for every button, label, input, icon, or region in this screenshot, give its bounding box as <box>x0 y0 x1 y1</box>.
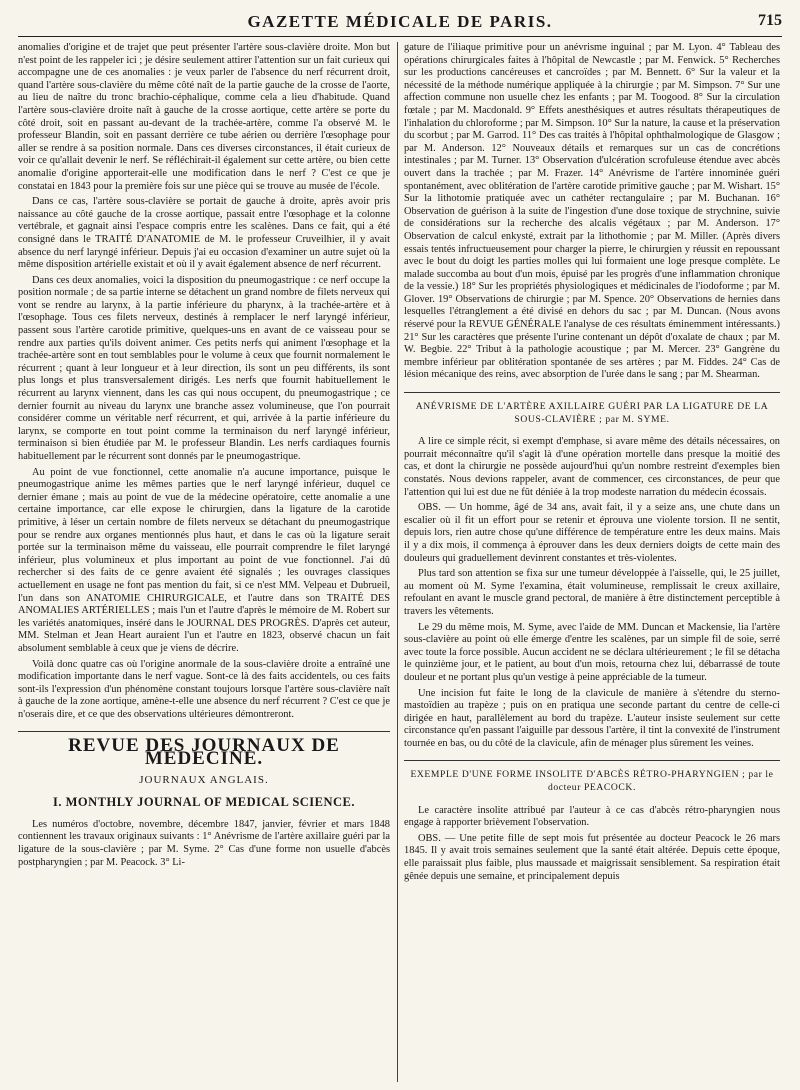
paragraph: Plus tard son attention se fixa sur une tumeur développée à l'aisselle, qui, le 25 juillet, au moment où M. Syme l'examina, était volumineuse, remplissait le creux axillaire, refoulant en avant le muscle grand pectoral, de manière à être distinctement perceptible à travers les vêtements. <box>404 568 780 617</box>
paragraph: Dans ce cas, l'artère sous-clavière se portait de gauche à droite, après avoir pris naissance au côté gauche de la crosse aortique, passait entre l'œsophage et la colonne vertébrale, et gagnait ainsi l'espace compris entre les scalènes. Dans ce fait, qui a été consigné dans le TRAITÉ D'ANATOMIE de M. le professeur Cruveilhier, il y avait absence du nerf laryngé inférieur. Depuis j'ai eu occasion d'examiner un autre sujet où la même disposition artérielle existait et où il y avait également absence de nerf récurrent. <box>18 196 390 271</box>
section-subtitle: JOURNAUX ANGLAIS. <box>139 773 269 786</box>
journal-heading: I. MONTHLY JOURNAL OF MEDICAL SCIENCE. <box>52 795 356 810</box>
paragraph: gature de l'iliaque primitive pour un anévrisme inguinal ; par M. Lyon. 4° Tableau des opérations chirurgicales faites à l'hôpital de Newcastle ; par M. Fenwick. 5° Recherches sur les productions cancéreuses et cancroïdes ; par M. Bennett. 6° Sur la valeur et la nécessité de la méthode numérique appliquée à la chirurgie ; par M. Simpson. 7° Sur une affection commune non usuelle chez les enfants ; par M. Toogood. 8° Sur la circulation fœtale ; par M. Macdonald. 9° Effets anesthésiques et autres résultats thérapeutiques de l'inhalation du chloroforme ; par M. Simpson. 10° Sur la nature, la cause et la préservation du scorbut ; par M. Garrod. 11° Des cas traités à l'hôpital ophthalmologique de Glasgow ; par M. Anderson. 12° Nouveaux détails et remarques sur un cas de concrétions intestinales ; par M. Turner. 13° Observation d'ulcération scrofuleuse étendue avec abcès ouvert dans la trachée ; par M. Frazer. 14° Anévrisme de l'artère innominée guéri spontanément, avec oblitération de l'artère carotide primitive gauche ; par M. Wishart. 15° Sur la lithotomie pratiquée avec un cathéter rectangulaire ; par M. Buchanan. 16° Observation de guérison à la suite de l'ingestion d'une dose toxique de strychnine, suivie de considérations sur la recherche des alcalis végétaux ; par M. Anderson. 17° Observation de calcul enkysté, extrait par la lithothomie ; par M. Miller. (Après divers essais tentés infructueusement pour charger la pierre, le chirurgien y réussit en repoussant avec le bout du doigt les parties molles qui lui formaient une loge presque complète. Le malade succomba au bout d'un mois, épuisé par les progrès d'une inflammation chronique de la vessie.) 18° Sur les propriétés physiologiques et médicinales de l'iodoforme ; par M. Glover. 19° Observations de chirurgie ; par M. Spence. 20° Observations de hernies dans lesquelles l'étranglement a été divisé en dehors du sac ; par M. Duncan. (Nous avons réservé pour la REVUE GÉNÉRALE l'analyse de ces résultats éminemment intéressants.) 21° Sur les caractères que présente l'urine contenant un dépôt d'oxalate de chaux ; par M. W. Begbie. 22° Tribut à la pathologie acoustique ; par M. Mercer. 23° Gangrène du membre inférieur par oblitération spontanée de ses artères ; par M. Fiddes. 24° Cas de lésion mécanique des reins, avec absorption de l'urée dans le sang ; par M. Shearman. <box>404 42 780 381</box>
journal-header-title: GAZETTE MÉDICALE DE PARIS. <box>247 12 553 31</box>
page-number: 715 <box>758 12 782 29</box>
right-column <box>404 42 780 1082</box>
paragraph: OBS. — Une petite fille de sept mois fut présentée au docteur Peacock le 26 mars 1845. Il y avait trois semaines seulement que la santé était altérée. Depuis cette époque, elle paraissait plus faible, plus maussade et maigrissait sensiblement. Sa respiration était gênée depuis une semaine, et principalement depuis <box>404 832 780 882</box>
column-divider <box>397 42 398 1082</box>
paragraph: Dans ces deux anomalies, voici la disposition du pneumogastrique : ce nerf occupe la position normale ; de sa partie interne se détachent un grand nombre de filets nerveux qui vont se rendre au larynx, à la partie inférieure du pharynx, à la trachée-artère et à l'œsophage. Tous ces filets nerveux, destinés à remplacer le nerf laryngé inférieur, passent sous l'artère carotide primitive, quelques-uns en avant de ce vaisseau pour se rendre aux parties qu'ils doivent animer. Ces petits nerfs qui animent l'œsophage et la trachée-artère sont en tout semblables pour le volume à ceux que fournit normalement le récurrent ; quant à leur longueur et à leur direction, ils sont un peu différents, ils sont plus longs et plus transversalement dirigés. Les nerfs que fournit habituellement le récurrent au larynx viennent, dans les cas qui nous occupent, du pneumogastrique ; ce dernier fournit au niveau du larynx une branche assez volumineuse, que l'on pourrait considérer comme un véritable nerf récurrent, et qui, arrivée à la partie inférieure du larynx, se comporte en tout point comme la terminaison du nerf laryngé inférieur, terminaison si bien étudiée par M. le professeur Blandin. Les nerfs cardiaques fournis habituellement par le récurrent sont donnés par le pneumogastrique. <box>18 274 390 462</box>
paragraph: Le 29 du même mois, M. Syme, avec l'aide de MM. Duncan et Mackensie, lia l'artère sous-clavière au point où elle émerge d'entre les scalènes, par un simple fil de soie, serré avec toute la force possible. Aucun accident ne se déclara ultérieurement ; le fil se détacha le quinzième jour, et le patient, au bout d'un mois, retourna chez lui, débarrassé de toute douleur et ne portant plus qu'un vestige à peine appréciable de la tumeur. <box>404 621 780 683</box>
paragraph: Le caractère insolite attribué par l'auteur à ce cas d'abcès rétro-pharyngien nous engage à rapporter brièvement l'observation. <box>404 804 780 829</box>
paragraph: A lire ce simple récit, si exempt d'emphase, si avare même des détails nécessaires, on pourrait méconnaître qu'il s'agit là d'une opération mortelle dans presque la moitié des cas, et dont la chirurgie ne possède aujourd'hui qu'un nombre restreint d'exemples bien constatés. Nous devions rappeler, avant de commencer, ces circonstances, de peur que l'attention qui lui est due ne fût déniée à la trop modeste narration du médecin écossais. <box>404 436 780 498</box>
running-header <box>18 8 782 37</box>
paragraph: Voilà donc quatre cas où l'origine anormale de la sous-clavière droite a entraîné une modification importante dans le nerf vague. Sont-ce là des faits accidentels, ou ces faits sont-ils l'expression d'un phénomène constant toujours lorsque l'artère sous-clavière naît à gauche de la zone aortique, amène-t-elle une absence du nerf récurrent ? C'est ce que je n'oserais dire, et ce que des observations ultérieures démontreront. <box>18 658 390 720</box>
paragraph: OBS. — Un homme, âgé de 34 ans, avait fait, il y a seize ans, une chute dans un escalier où il fit un effort pour se retenir et éprouva une violente torsion. Il ne sentit, depuis lors, rien autre chose qu'une différence de température entre les deux mains. Mais il y a dix mois, il commença à éprouver dans les deux derniers doigts de cette main des douleurs qui graduellement devinrent constantes et très-violentes. <box>404 502 780 564</box>
paragraph: Les numéros d'octobre, novembre, décembre 1847, janvier, février et mars 1848 contiennent les travaux originaux suivants : 1° Anévrisme de l'artère axillaire guéri par la ligature de la sous-clavière ; par M. Syme. 2° Cas d'une forme non usuelle d'abcès postpharyngien ; par M. Peacock. 3° Li- <box>18 818 390 868</box>
paragraph: anomalies d'origine et de trajet que peut présenter l'artère sous-clavière droite. Mon but n'est point de les rappeler ici ; je désire seulement attirer l'attention sur un fait curieux qui accompagne une de ces anomalies : je veux parler de l'absence du nerf récurrent droit, quand l'artère sous-clavière du même côté naît de la partie gauche de la crosse de l'aorte, au lieu de naître du tronc brachio-céphalique, comme cela a lieu d'habitude. Quand l'artère sous-clavière droite naît à gauche de la crosse aortique, cette artère se porte du côté droit, soit en passant au-devant de la trachée-artère, comme l'a observé M. le professeur Blandin, soit en passant derrière ce tube aérien ou derrière l'œsophage pour aller se rendre à sa position normale. Dans ces diverses circonstances, il était curieux de voir ce qu'allait devenir le nerf. Se réfléchirait-il également sur cette artère, ou bien cette anomalie d'origine apporterait-elle une modification dans le nerf ? C'est ce que je constatai en 1843 pour la première fois sur une pièce qui se trouve au musée de l'école. <box>18 42 390 192</box>
case-heading: EXEMPLE D'UNE FORME INSOLITE D'ABCÈS RÉTRO-PHARYNGIEN ; par le docteur PEACOCK. <box>404 760 780 794</box>
case-heading: ANÉVRISME DE L'ARTÈRE AXILLAIRE GUÉRI PAR LA LIGATURE DE LA SOUS-CLAVIÈRE ; par M. SYME. <box>404 392 780 426</box>
paragraph: Une incision fut faite le long de la clavicule de manière à s'étendre du sterno-mastoïdien au trapèze ; puis on en pratiqua une seconde partant du centre de celle-ci dirigée en haut, parallèlement au bord du trapèze. L'auteur insiste seulement sur cette circonstance qu'en passant l'aiguille par dessous l'artère, il tint la convexité de l'instrument tournée en bas, ou du côté de la clavicule, afin de ménager plus sûrement les veines. <box>404 687 780 749</box>
section-title: REVUE DES JOURNAUX DE MÉDECINE. <box>18 731 390 765</box>
paragraph: Au point de vue fonctionnel, cette anomalie n'a aucune importance, puisque le pneumogastrique anime les mêmes parties que le nerf laryngé inférieur, duquel ce dernier émane ; mais au point de vue de la médecine opératoire, cette anomalie a une certaine importance, car elle expose le chirurgien, dans la ligature de la carotide primitive, à léser un certain nombre de filets nerveux se détachant du pneumogastrique pour se rendre aux organes mentionnés plus haut, et dans le cas où la ligature serait portée sur la terminaison même du vaisseau, elle pourrait comprendre le filet laryngé inférieur, plus volumineux et plus important au point de vue fonctionnel. J'ai dû rechercher si des faits de ce genre avaient été signalés ; les ouvrages classiques actuellement en usage ne font pas mention du fait, si ce n'est MM. Velpeau et Dubrueil, l'un dans son ANATOMIE CHIRURGICALE, et l'autre dans son TRAITÉ DES ANOMALIES ARTÉRIELLES ; mais l'un et l'autre d'après le mémoire de M. Robert sur les variétés anatomiques, inséré dans le JOURNAL DES PROGRÈS. D'après cet auteur, MM. Stelman et Jean Heart auraient l'un et l'autre en 1823, observé chacun un fait absolument semblable à ceux que je viens de décrire. <box>18 466 390 654</box>
left-column <box>18 42 390 1082</box>
